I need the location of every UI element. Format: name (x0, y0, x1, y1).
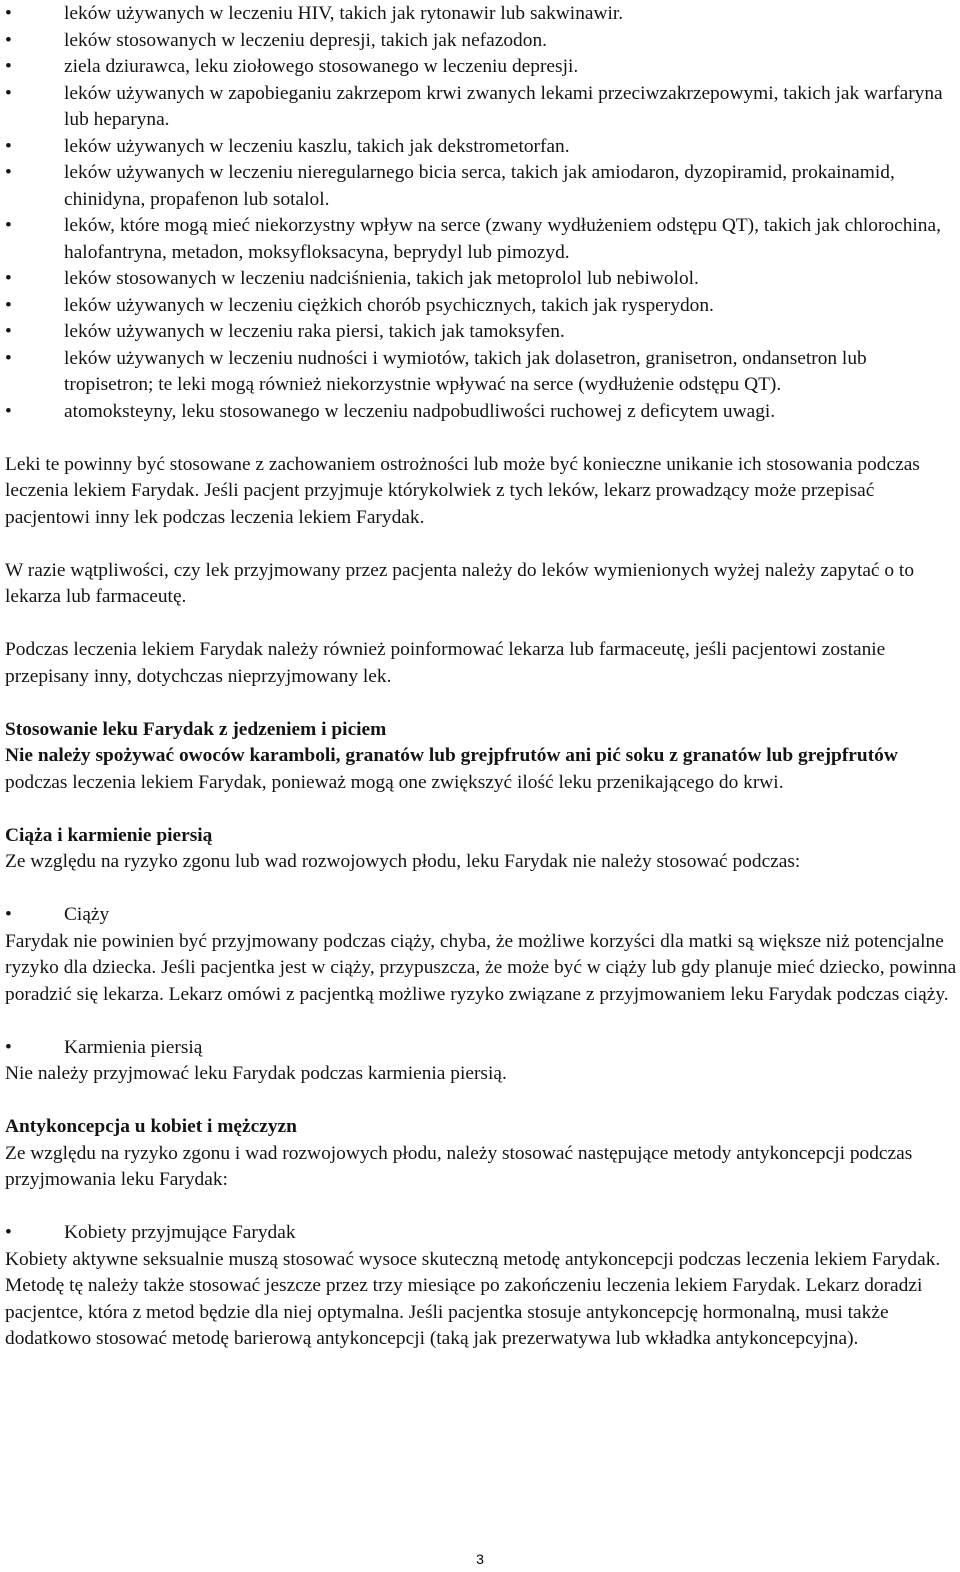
bullet-icon: • (5, 321, 12, 342)
bullet-icon: • (5, 1036, 12, 1058)
list-item: • leków używanych w zapobieganiu zakrzepom krwi zwanych lekami przeciwzakrzepowymi, takich jak warfaryna lub heparyna. (5, 82, 943, 130)
list-item: • leków używanych w leczeniu nudności i wymiotów, takich jak dolasetron, granisetron, ondansetron lub tropisetron; te leki mogą również niekorzystnie wpływać na serce (wydłużenie odstępu QT). (5, 347, 867, 395)
bullet-icon: • (5, 215, 12, 236)
list-item: • leków stosowanych w leczeniu nadciśnienia, takich jak metoprolol lub nebiwolol. (5, 266, 960, 293)
bullet-icon: • (5, 82, 12, 104)
bullet-icon: • (5, 400, 12, 422)
list-item: • leków używanych w leczeniu raka piersi, takich jak tamoksyfen. (5, 319, 960, 346)
bullet-icon: • (5, 162, 12, 183)
list-item: • ziela dziurawca, leku ziołowego stosowanego w leczeniu depresji. (5, 54, 960, 81)
list-item: • atomoksteyny, leku stosowanego w leczeniu nadpobudliwości ruchowej z deficytem uwagi. (5, 399, 960, 426)
list-item: • leków używanych w leczeniu HIV, takich jak rytonawir lub sakwinawir. (5, 1, 960, 28)
breastfeeding-text: Nie należy przyjmować leku Farydak podczas karmienia piersią. (5, 1063, 507, 1084)
list-item: • leków stosowanych w leczeniu depresji, takich jak nefazodon. (5, 28, 960, 55)
doubt-paragraph: W razie wątpliwości, czy lek przyjmowany przez pacjenta należy do leków wymienionych wyżej należy zapytać o to lekarza lub farmaceutę. (5, 559, 915, 607)
list-item: • leków, które mogą mieć niekorzystny wpływ na serce (zwany wydłużeniem odstępu QT), takich jak chlorochina, halofantryna, metadon, moksyfloksacyna, beprydyl lub pimozyd. (5, 215, 941, 263)
list-item: • leków używanych w leczeniu kaszlu, takich jak dekstrometorfan. (5, 134, 960, 161)
contraception-intro: Ze względu na ryzyko zgonu i wad rozwojowych płodu, należy stosować następujące metody antykoncepcji podczas przyjmowania leku Farydak: (5, 1142, 913, 1190)
food-paragraph (5, 743, 960, 796)
contraception-heading: Antykoncepcja u kobiet i mężczyzn (5, 1116, 297, 1137)
pregnancy-text: Farydak nie powinien być przyjmowany podczas ciąży, chyba, że możliwe korzyści dla matki są większe niż potencjalne ryzyko dla dziecka. Jeśli pacjentka jest w ciąży, przypuszcza, że może być w ciąży lub gdy planuje mieć dziecko, powinna poradzić się lekarza. Lekarz omówi z pacjentką możliwe ryzyko związane z przyjmowaniem leku Farydak podczas ciąży. (5, 930, 957, 1005)
bullet-icon: • (5, 29, 12, 51)
bullet-icon: • (5, 3, 12, 24)
breastfeeding-bullet: • Karmienia piersią (5, 1035, 960, 1062)
women-bullet: • Kobiety przyjmujące Farydak (5, 1220, 960, 1247)
women-text: Kobiety aktywne seksualnie muszą stosować wysoce skuteczną metodę antykoncepcji podczas leczenia lekiem Farydak. Metodę tę należy także stosować jeszcze przez trzy miesiące po zakończeniu leczenia lekiem Farydak. Lekarz doradzi pacjentce, która z metod będzie dla niej optymalna. Jeśli pacjentka stosuje antykoncepcję hormonalną, musi także dodatkowo stosować metodę barierową antykoncepcji (taką jak prezerwatywa lub wkładka antykoncepcyjna). (5, 1248, 941, 1349)
list-item: • leków używanych w leczeniu nieregularnego bicia serca, takich jak amiodaron, dyzopiramid, prokainamid, chinidyna, propafenon lub sotalol. (5, 162, 895, 210)
bullet-icon: • (5, 56, 12, 77)
bullet-icon: • (5, 347, 12, 369)
bullet-icon: • (5, 294, 12, 316)
food-warning-text: podczas leczenia lekiem Farydak, ponieważ mogą one zwiększyć ilość leku przenikającego do krwi. (5, 771, 784, 793)
bullet-icon: • (5, 904, 12, 925)
list-item: • leków używanych w leczeniu ciężkich chorób psychicznych, takich jak rysperydon. (5, 293, 960, 320)
bullet-icon: • (5, 135, 12, 157)
inform-paragraph: Podczas leczenia lekiem Farydak należy również poinformować lekarza lub farmaceutę, jeśli pacjentowi zostanie przepisany inny, dotychczas nieprzyjmowany lek. (5, 639, 886, 687)
page-number: 3 (476, 1551, 484, 1567)
pregnancy-heading: Ciąża i karmienie piersią (5, 824, 213, 846)
food-heading: Stosowanie leku Farydak z jedzeniem i piciem (5, 718, 387, 740)
pregnancy-intro: Ze względu na ryzyko zgonu lub wad rozwojowych płodu, leku Farydak nie należy stosować podczas: (5, 851, 801, 872)
pregnancy-bullet: • Ciąży (5, 902, 960, 929)
food-warning-bold: Nie należy spożywać owoców karamboli, granatów lub grejpfrutów ani pić soku z granatów lub grejpfrutów (5, 745, 898, 766)
bullet-icon: • (5, 268, 12, 289)
bullet-icon: • (5, 1222, 12, 1243)
document-page (5, 1, 960, 1353)
interaction-list (5, 1, 960, 425)
caution-paragraph: Leki te powinny być stosowane z zachowaniem ostrożności lub może być konieczne unikanie ich stosowania podczas leczenia lekiem Farydak. Jeśli pacjent przyjmuje którykolwiek z tych leków, lekarz prowadzący może przepisać pacjentowi inny lek podczas leczenia lekiem Farydak. (5, 453, 920, 528)
